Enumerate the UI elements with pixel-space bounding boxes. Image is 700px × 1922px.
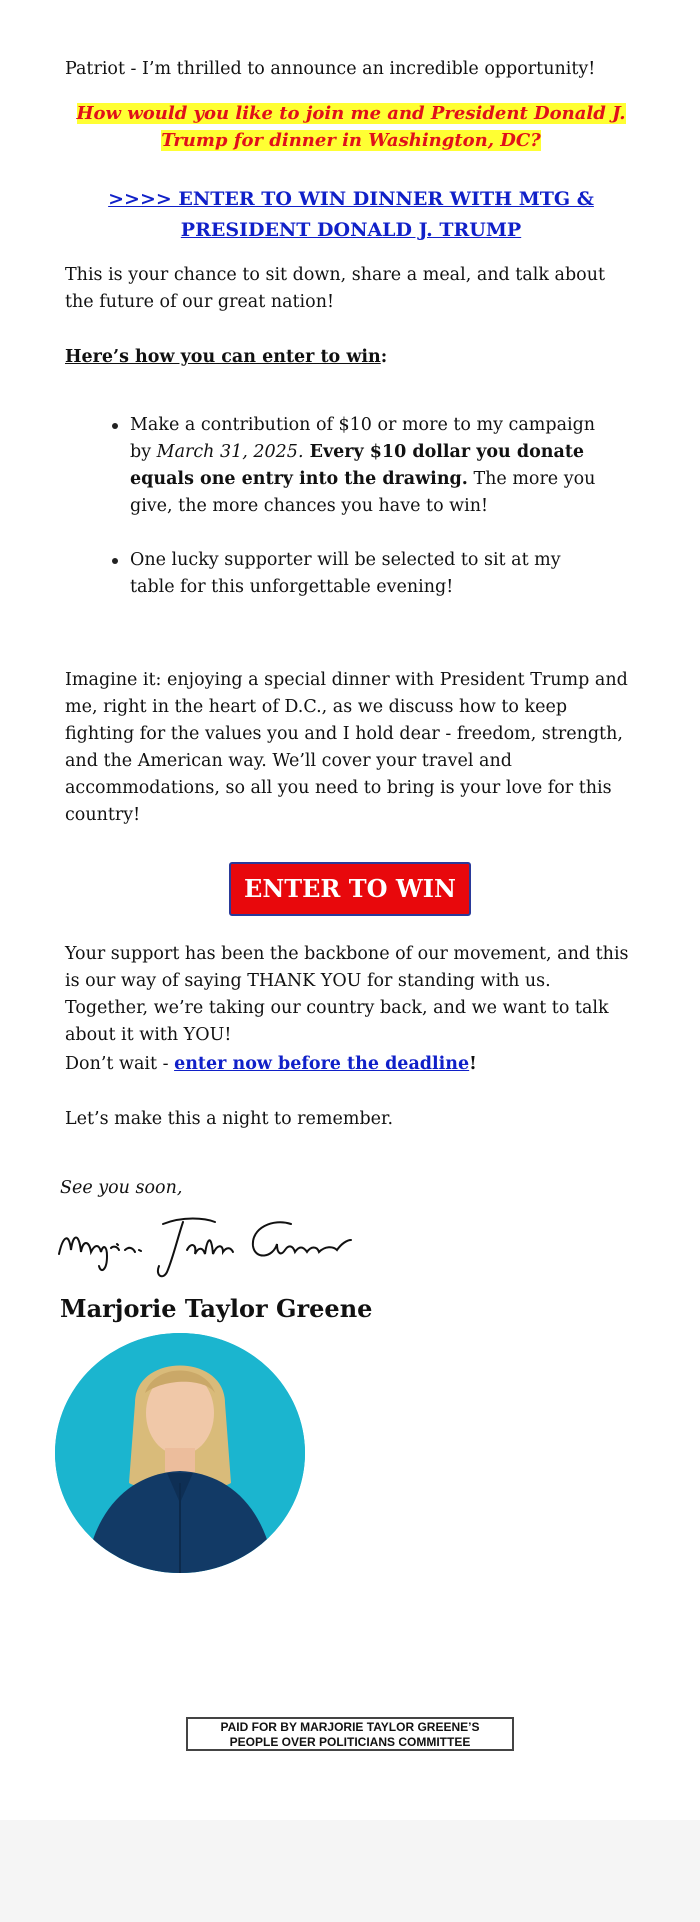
highlighted-question-text: How would you like to join me and President Donald J. Trump for dinner in Washington, DC?	[76, 103, 626, 151]
bullet1-post: The more you give, the more chances you have to win!	[130, 469, 596, 516]
remember-line: Let’s make this a night to remember.	[65, 1109, 394, 1129]
bullet1-pre: Make a contribution of $10 or more to my campaign by	[130, 415, 596, 462]
entry-rules-list	[130, 412, 600, 628]
wait-pre: Don’t wait -	[65, 1054, 175, 1074]
signature-image	[55, 1210, 355, 1285]
howto-label: Here’s how you can enter to win	[65, 347, 381, 367]
list-item	[130, 412, 600, 520]
enter-to-win-button[interactable]: ENTER TO WIN	[229, 862, 471, 916]
bullet1-bold: Every $10 dollar you donate equals one entry into the drawing.	[130, 442, 585, 489]
bullet2-text: One lucky supporter will be selected to sit at my table for this unforgettable evening!	[130, 550, 561, 597]
sign-off: See you soon,	[60, 1178, 183, 1198]
intro-text: Patriot - I’m thrilled to announce an incredible opportunity!	[65, 59, 596, 79]
wait-post: !	[469, 1054, 477, 1074]
portrait-photo	[55, 1333, 305, 1573]
deadline-line	[65, 1051, 637, 1078]
paid-line-1: PAID FOR BY MARJORIE TAYLOR GREENE’S	[220, 1720, 480, 1734]
portrait-illustration	[55, 1333, 305, 1573]
howto-colon: :	[380, 347, 388, 367]
enter-to-win-headline-link[interactable]: >>>> ENTER TO WIN DINNER WITH MTG & PRESIDENT DONALD J. TRUMP	[108, 188, 594, 241]
support-paragraph: Your support has been the backbone of our movement, and this is our way of saying THANK YOU for standing with us. Together, we’re taking our country back, and we want to talk about it with YOU!	[65, 944, 629, 1045]
paid-for-disclaimer	[186, 1717, 514, 1751]
signer-name: Marjorie Taylor Greene	[60, 1294, 373, 1323]
imagine-paragraph: Imagine it: enjoying a special dinner with President Trump and me, right in the heart of D.C., as we discuss how to keep fighting for the values you and I hold dear - freedom, strength, and the American way. We’ll cover your travel and accommodations, so all you need to bring is your love for this country!	[65, 670, 628, 825]
bullet1-date: March 31, 2025.	[156, 442, 304, 462]
chance-paragraph: This is your chance to sit down, share a meal, and talk about the future of our great nation!	[65, 265, 606, 312]
enter-now-link[interactable]: enter now before the deadline	[174, 1054, 470, 1074]
howto-heading	[65, 344, 637, 371]
list-item	[130, 547, 600, 601]
paid-line-2: PEOPLE OVER POLITICIANS COMMITTEE	[229, 1735, 471, 1749]
dinner-question	[65, 100, 637, 154]
footer-area	[0, 1820, 700, 1922]
